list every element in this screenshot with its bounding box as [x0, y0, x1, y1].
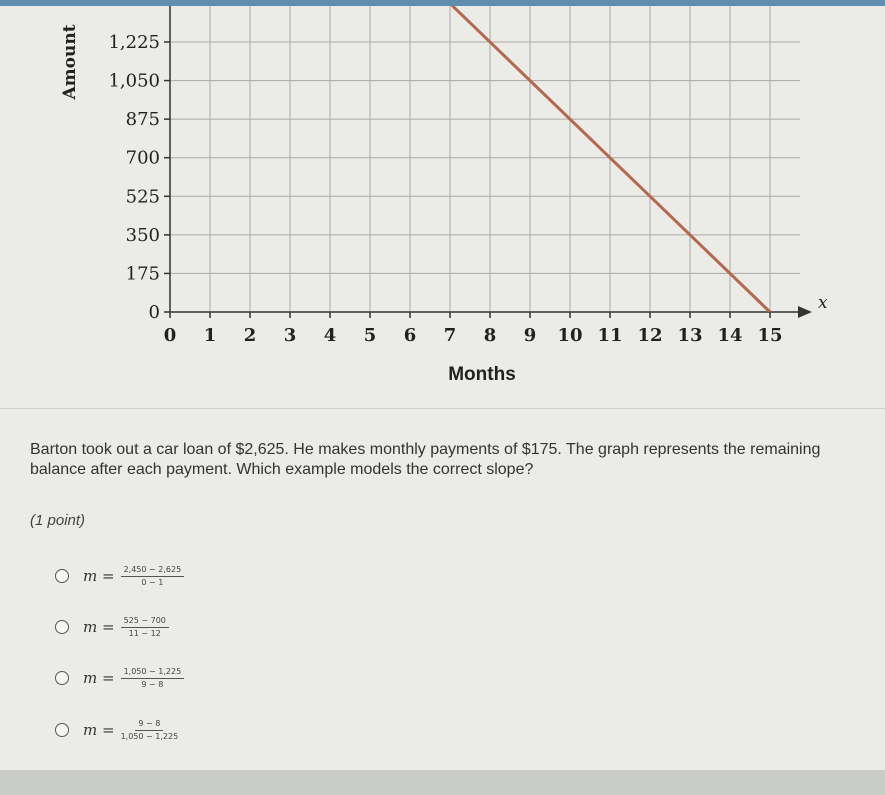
fraction-numerator: 2,450 − 2,625 [121, 565, 185, 577]
section-divider [0, 408, 885, 409]
fraction-numerator: 9 − 8 [135, 719, 163, 731]
radio-button[interactable] [55, 620, 69, 634]
slope-fraction [121, 565, 185, 588]
y-tick-label: 0 [148, 302, 160, 323]
y-tick-label: 700 [125, 147, 160, 169]
fraction-numerator: 525 − 700 [121, 616, 169, 628]
x-tick-label: 8 [483, 325, 497, 346]
fraction-denominator: 1,050 − 1,225 [120, 731, 179, 741]
y-tick-label: 875 [125, 109, 160, 131]
x-axis-variable: x [818, 293, 828, 313]
y-axis-label: Amount [60, 24, 80, 100]
fraction-denominator: 0 − 1 [141, 577, 164, 587]
question-text: Barton took out a car loan of $2,625. He makes monthly payments of $175. The graph represents the remaining balance after each payment. Which example models the correct slope? [30, 441, 821, 478]
slope-prefix: m = [83, 721, 115, 739]
slope-prefix: m = [83, 669, 115, 687]
y-tick-label: 1,050 [108, 70, 160, 92]
x-tick-label: 0 [163, 325, 177, 346]
x-tick-label: 9 [523, 325, 537, 346]
y-tick-label: 1,225 [108, 32, 160, 53]
fraction-numerator: 1,050 − 1,225 [121, 667, 185, 679]
slope-fraction [121, 616, 169, 639]
radio-button[interactable] [55, 569, 69, 583]
x-tick-label: 12 [637, 325, 663, 346]
slope-prefix: m = [83, 567, 115, 585]
fraction-denominator: 9 − 8 [141, 679, 164, 689]
fraction-denominator: 11 − 12 [128, 628, 161, 638]
bottom-bar [0, 770, 885, 795]
answer-option-4[interactable] [55, 715, 178, 745]
balance-line-chart [0, 6, 885, 401]
radio-button[interactable] [55, 723, 69, 737]
x-tick-label: 14 [717, 325, 743, 346]
answer-option-3[interactable] [55, 663, 184, 693]
slope-fraction [121, 667, 185, 690]
slope-fraction [121, 719, 179, 742]
answer-option-1[interactable] [55, 561, 184, 591]
x-tick-label: 1 [203, 325, 217, 346]
x-tick-label: 2 [243, 325, 257, 346]
radio-button[interactable] [55, 671, 69, 685]
slope-prefix: m = [83, 618, 115, 636]
x-tick-label: 7 [443, 325, 457, 346]
x-tick-label: 4 [323, 325, 337, 346]
x-tick-label: 3 [283, 325, 297, 346]
y-tick-label: 350 [125, 224, 160, 246]
x-tick-label: 13 [677, 325, 703, 346]
y-tick-label: 525 [125, 186, 160, 208]
answer-option-2[interactable] [55, 612, 169, 642]
y-tick-label: 175 [125, 263, 160, 285]
points-label: (1 point) [30, 512, 86, 529]
x-tick-label: 11 [597, 325, 623, 346]
x-tick-label: 10 [557, 325, 583, 346]
x-tick-label: 5 [363, 325, 377, 346]
x-tick-label: 6 [403, 325, 417, 346]
x-axis-label: Months [448, 364, 516, 385]
x-tick-label: 15 [757, 325, 783, 346]
